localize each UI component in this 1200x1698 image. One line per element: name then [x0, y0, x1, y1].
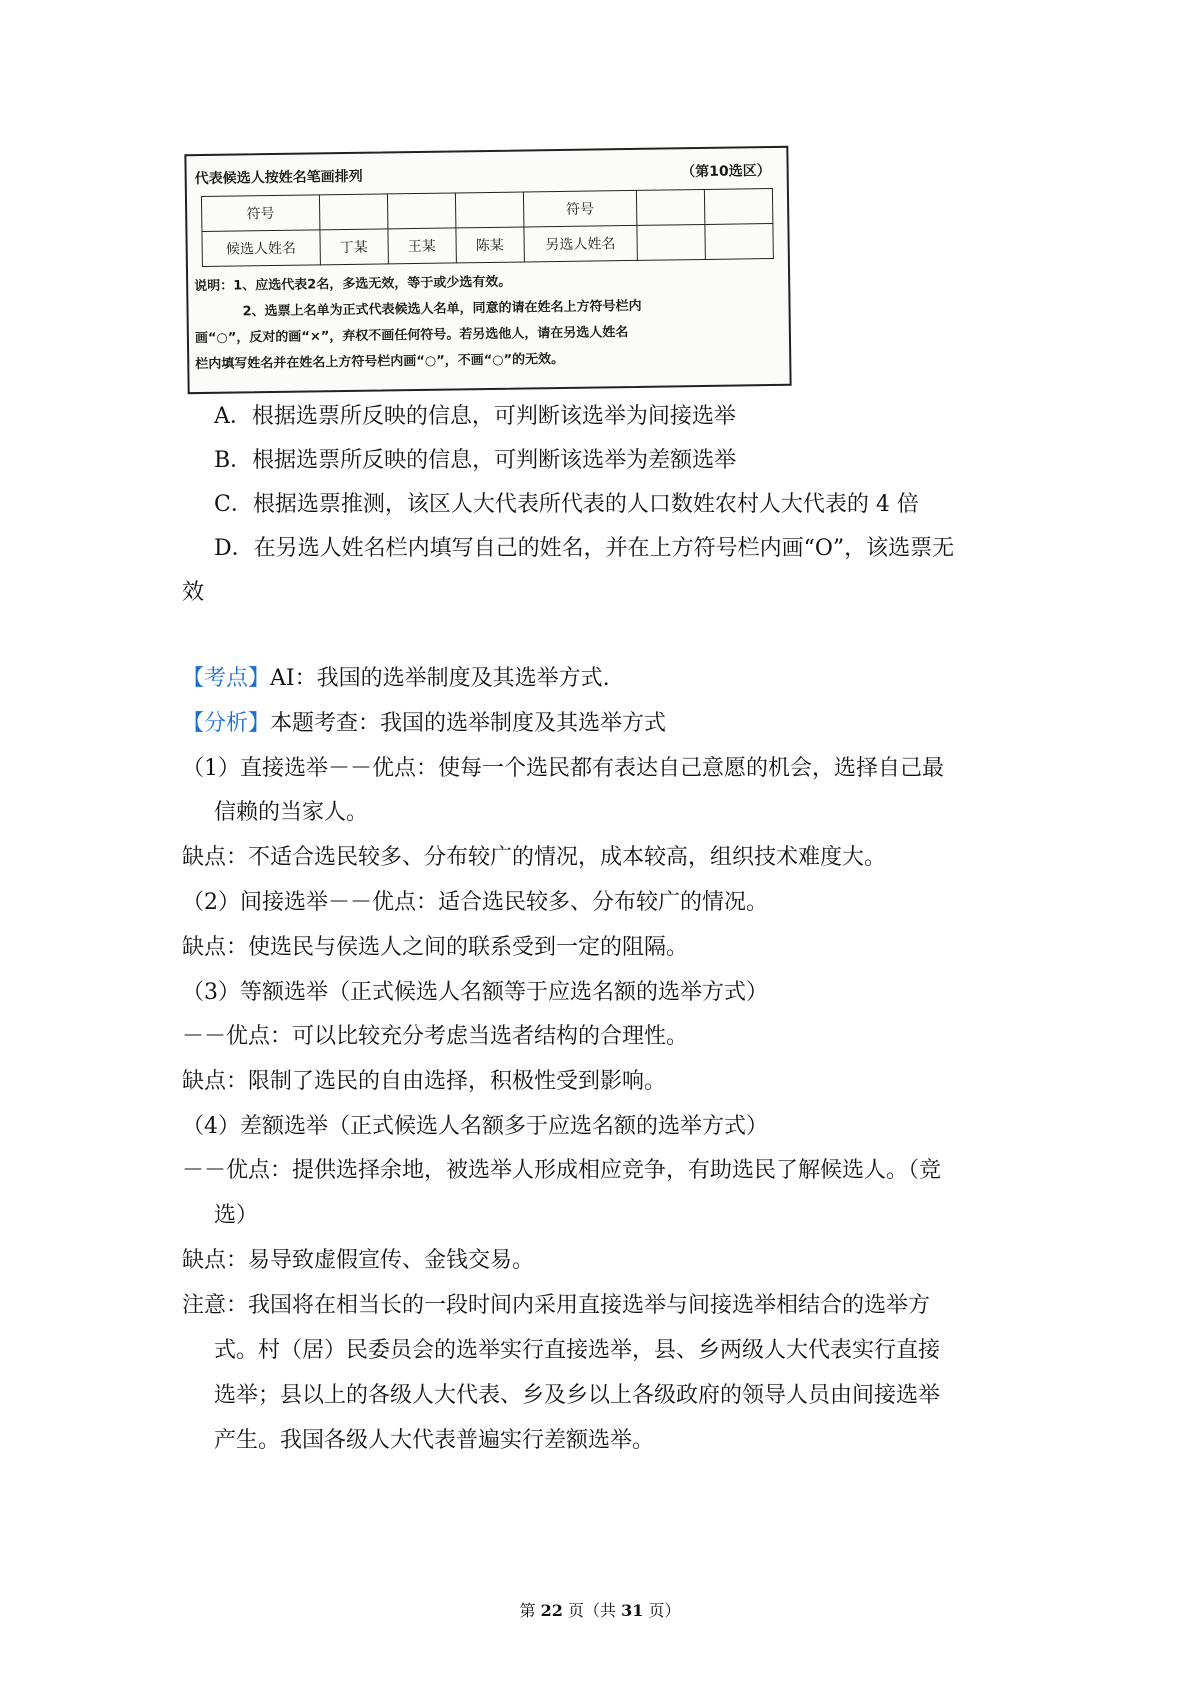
ballot-cell: [704, 189, 773, 225]
ballot-note: 栏内填写姓名并在姓名上方符号栏内画“○”，不画“○”的无效。: [195, 351, 565, 373]
ballot-note: 2、选票上名单为正式代表候选人名单，同意的请在姓名上方符号栏内: [242, 298, 642, 320]
analysis-line: （1）直接选举－－优点：使每一个选民都有表达自己意愿的机会，选择自己最: [182, 756, 944, 781]
analysis-line: 注意：我国将在相当长的一段时间内采用直接选举与间接选举相结合的选举方: [182, 1293, 931, 1318]
analysis-line: （4）差额选举（正式候选人名额多于应选名额的选举方式）: [182, 1114, 768, 1139]
analysis-line: （2）间接选举－－优点：适合选民较多、分布较广的情况。: [182, 890, 768, 915]
ballot-title: 代表候选人按姓名笔画排列: [194, 168, 363, 188]
ballot-image: [184, 146, 791, 394]
footer-mid: 页（共: [562, 1601, 622, 1620]
analysis-line: （3）等额选举（正式候选人名额等于应选名额的选举方式）: [182, 980, 768, 1005]
analysis-line: 产生。我国各级人大代表普遍实行差额选举。: [214, 1428, 655, 1453]
ballot-cell: 另选人姓名: [524, 225, 638, 262]
ballot-table: [201, 188, 774, 267]
footer-suffix: 页）: [643, 1601, 681, 1620]
fenxi-text: 本题考查：我国的选举制度及其选举方式: [270, 711, 667, 736]
ballot-cell: [637, 224, 705, 260]
ballot-cell: [705, 224, 774, 260]
footer-prefix: 第: [519, 1601, 541, 1620]
current-page-number: 22: [540, 1601, 563, 1620]
ballot-cell: [319, 194, 387, 230]
kaodian-tag: 【考点】: [182, 666, 271, 691]
fenxi-tag: 【分析】: [182, 711, 271, 736]
ballot-header: [195, 160, 771, 192]
ballot-cell: 符号: [523, 190, 637, 227]
ballot-cell: [636, 189, 704, 225]
analysis-line: 式。村（居）民委员会的选举实行直接选举，县、乡两级人大代表实行直接: [214, 1338, 941, 1363]
fenxi-line: [182, 709, 666, 739]
ballot-cell: 丁某: [320, 229, 388, 265]
ballot-cell: 候选人姓名: [202, 230, 320, 267]
analysis-line: －－优点：提供选择余地，被选举人形成相应竞争，有助选民了解候选人。（竞: [182, 1158, 942, 1183]
ballot-cell: 王某: [388, 228, 456, 264]
ballot-cell: [387, 193, 455, 229]
ballot-note: 说明：1、应选代表2名，多选无效，等于或少选有效。: [194, 274, 512, 295]
kaodian-line: [182, 664, 610, 694]
ballot-note: 画“○”，反对的画“×”，弃权不画任何符号。若另选他人，请在另选人姓名: [194, 325, 629, 347]
page-footer: [0, 1598, 1200, 1621]
analysis-line: 缺点：使选民与侯选人之间的联系受到一定的阻隔。: [182, 935, 689, 960]
total-page-number: 31: [621, 1601, 644, 1620]
option-b: B．根据选票所反映的信息，可判断该选举为差额选举: [214, 448, 737, 473]
ballot-cell: [455, 192, 523, 228]
analysis-line: 选）: [214, 1203, 259, 1228]
analysis-line: －－优点：可以比较充分考虑当选者结构的合理性。: [182, 1024, 689, 1049]
option-a: A．根据选票所反映的信息，可判断该选举为间接选举: [214, 404, 736, 429]
analysis-line: 缺点：易导致虚假宣传、金钱交易。: [182, 1248, 535, 1273]
analysis-line: 选举；县以上的各级人大代表、乡及乡以上各级政府的领导人员由间接选举: [214, 1383, 941, 1408]
analysis-line: 缺点：限制了选民的自由选择，积极性受到影响。: [182, 1069, 667, 1094]
ballot-cell: 陈某: [456, 227, 524, 263]
kaodian-text: AI：我国的选举制度及其选举方式.: [270, 666, 610, 691]
analysis-line: 缺点：不适合选民较多、分布较广的情况，成本较高，组织技术难度大。: [182, 845, 887, 870]
ballot-notes: [194, 266, 781, 378]
ballot-name-row: [202, 224, 773, 267]
option-d-continued: 效: [182, 580, 205, 605]
ballot-cell: 符号: [201, 195, 319, 232]
option-c: C．根据选票推测，该区人大代表所代表的人口数姓农村人大代表的 4 倍: [214, 492, 919, 517]
option-d: D．在另选人姓名栏内填写自己的姓名，并在上方符号栏内画“O”，该选票无: [214, 536, 955, 561]
ballot-region: （第10选区）: [681, 163, 771, 181]
analysis-line: 信赖的当家人。: [214, 800, 369, 825]
